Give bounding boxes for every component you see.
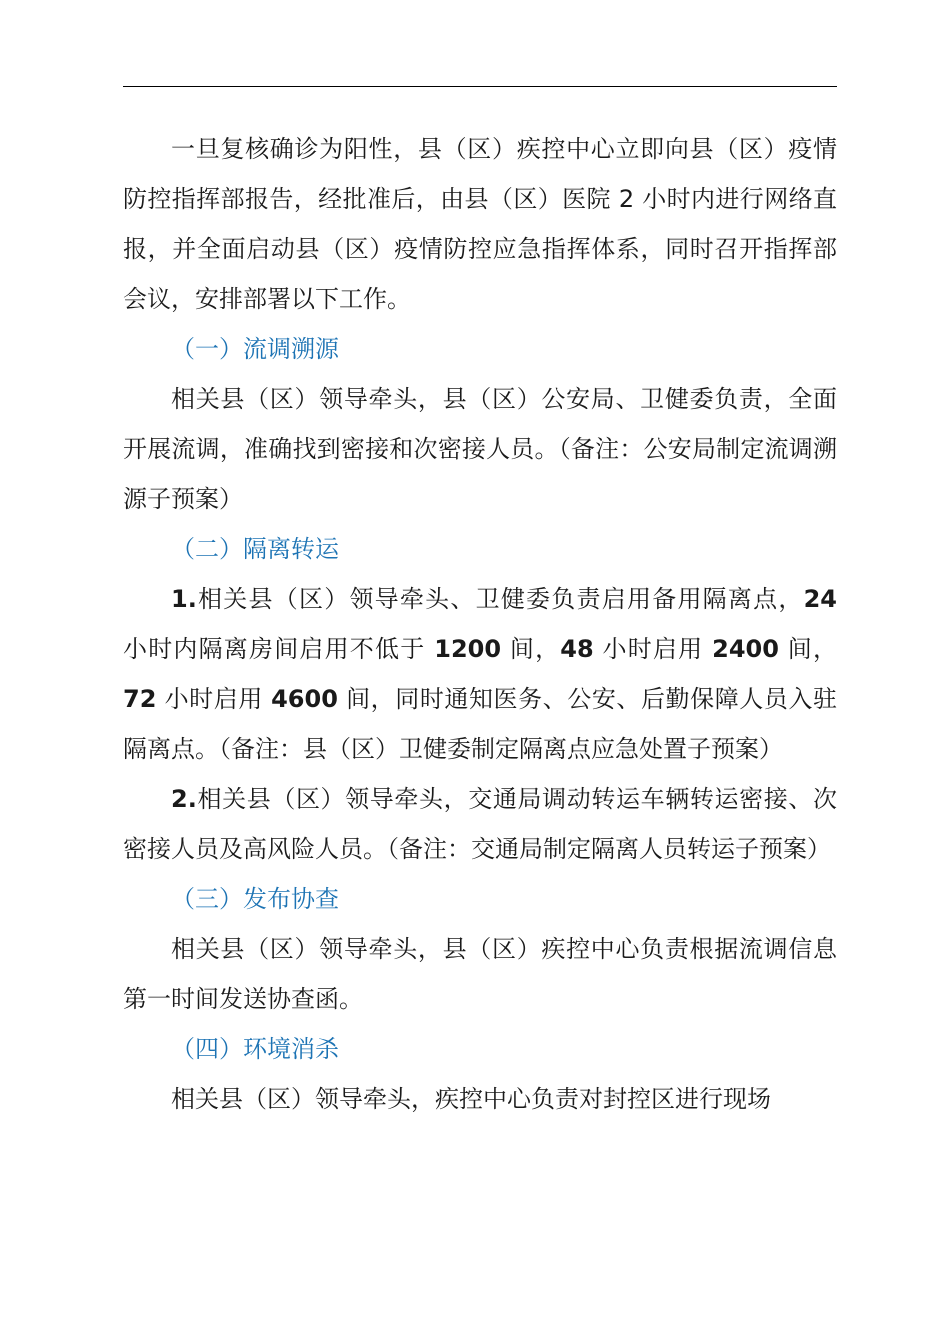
item-1-text-g: 间，同时通知医务、公安、后勤保障人员入驻隔离点。（备注：县（区）卫健委制定隔离点应急处置子预案）: [123, 685, 837, 763]
item-2-paragraph: [123, 774, 837, 874]
item-1-num-1200: 1200: [434, 635, 502, 663]
section-heading-3: （三）发布协查: [171, 885, 339, 913]
item-1-num-24: 24: [803, 585, 837, 613]
section-4-paragraph: 相关县（区）领导牵头，疾控中心负责对封控区进行现场: [171, 1085, 771, 1113]
item-1-text-d: 小时启用: [593, 635, 713, 663]
intro-paragraph: 一旦复核确诊为阳性，县（区）疾控中心立即向县（区）疫情防控指挥部报告，经批准后，由县（区）医院 2 小时内进行网络直报，并全面启动县（区）疫情防控应急指挥体系，同时召开指挥部会议，安排部署以下工作。: [123, 135, 837, 313]
item-1-text-f: 小时启用: [156, 685, 272, 713]
item-1-text-b: 小时内隔离房间启用不低于: [123, 635, 435, 663]
item-2-number: 2.: [171, 785, 197, 813]
item-1-num-48: 48: [560, 635, 594, 663]
document-body: [123, 124, 837, 1124]
item-1-num-72: 72: [123, 685, 157, 713]
item-1-num-4600: 4600: [271, 685, 338, 713]
section-1-paragraph: 相关县（区）领导牵头，县（区）公安局、卫健委负责，全面开展流调，准确找到密接和次密接人员。（备注：公安局制定流调溯源子预案）: [123, 385, 837, 513]
item-1-paragraph: [123, 574, 837, 774]
item-1-num-2400: 2400: [712, 635, 779, 663]
section-heading-2: （二）隔离转运: [171, 535, 339, 563]
section-heading-4: （四）环境消杀: [171, 1035, 339, 1063]
item-1-text-c: 间，: [501, 635, 561, 663]
item-1-text-e: 间，: [778, 635, 837, 663]
section-3-paragraph: 相关县（区）领导牵头，县（区）疾控中心负责根据流调信息第一时间发送协查函。: [123, 935, 837, 1013]
item-1-number: 1.: [171, 585, 197, 613]
item-1-text-a: 相关县（区）领导牵头、卫健委负责启用备用隔离点，: [196, 585, 804, 613]
header-rule: [123, 86, 837, 87]
section-heading-1: （一）流调溯源: [171, 335, 339, 363]
item-2-text: 相关县（区）领导牵头，交通局调动转运车辆转运密接、次密接人员及高风险人员。（备注：交通局制定隔离人员转运子预案）: [123, 785, 837, 863]
